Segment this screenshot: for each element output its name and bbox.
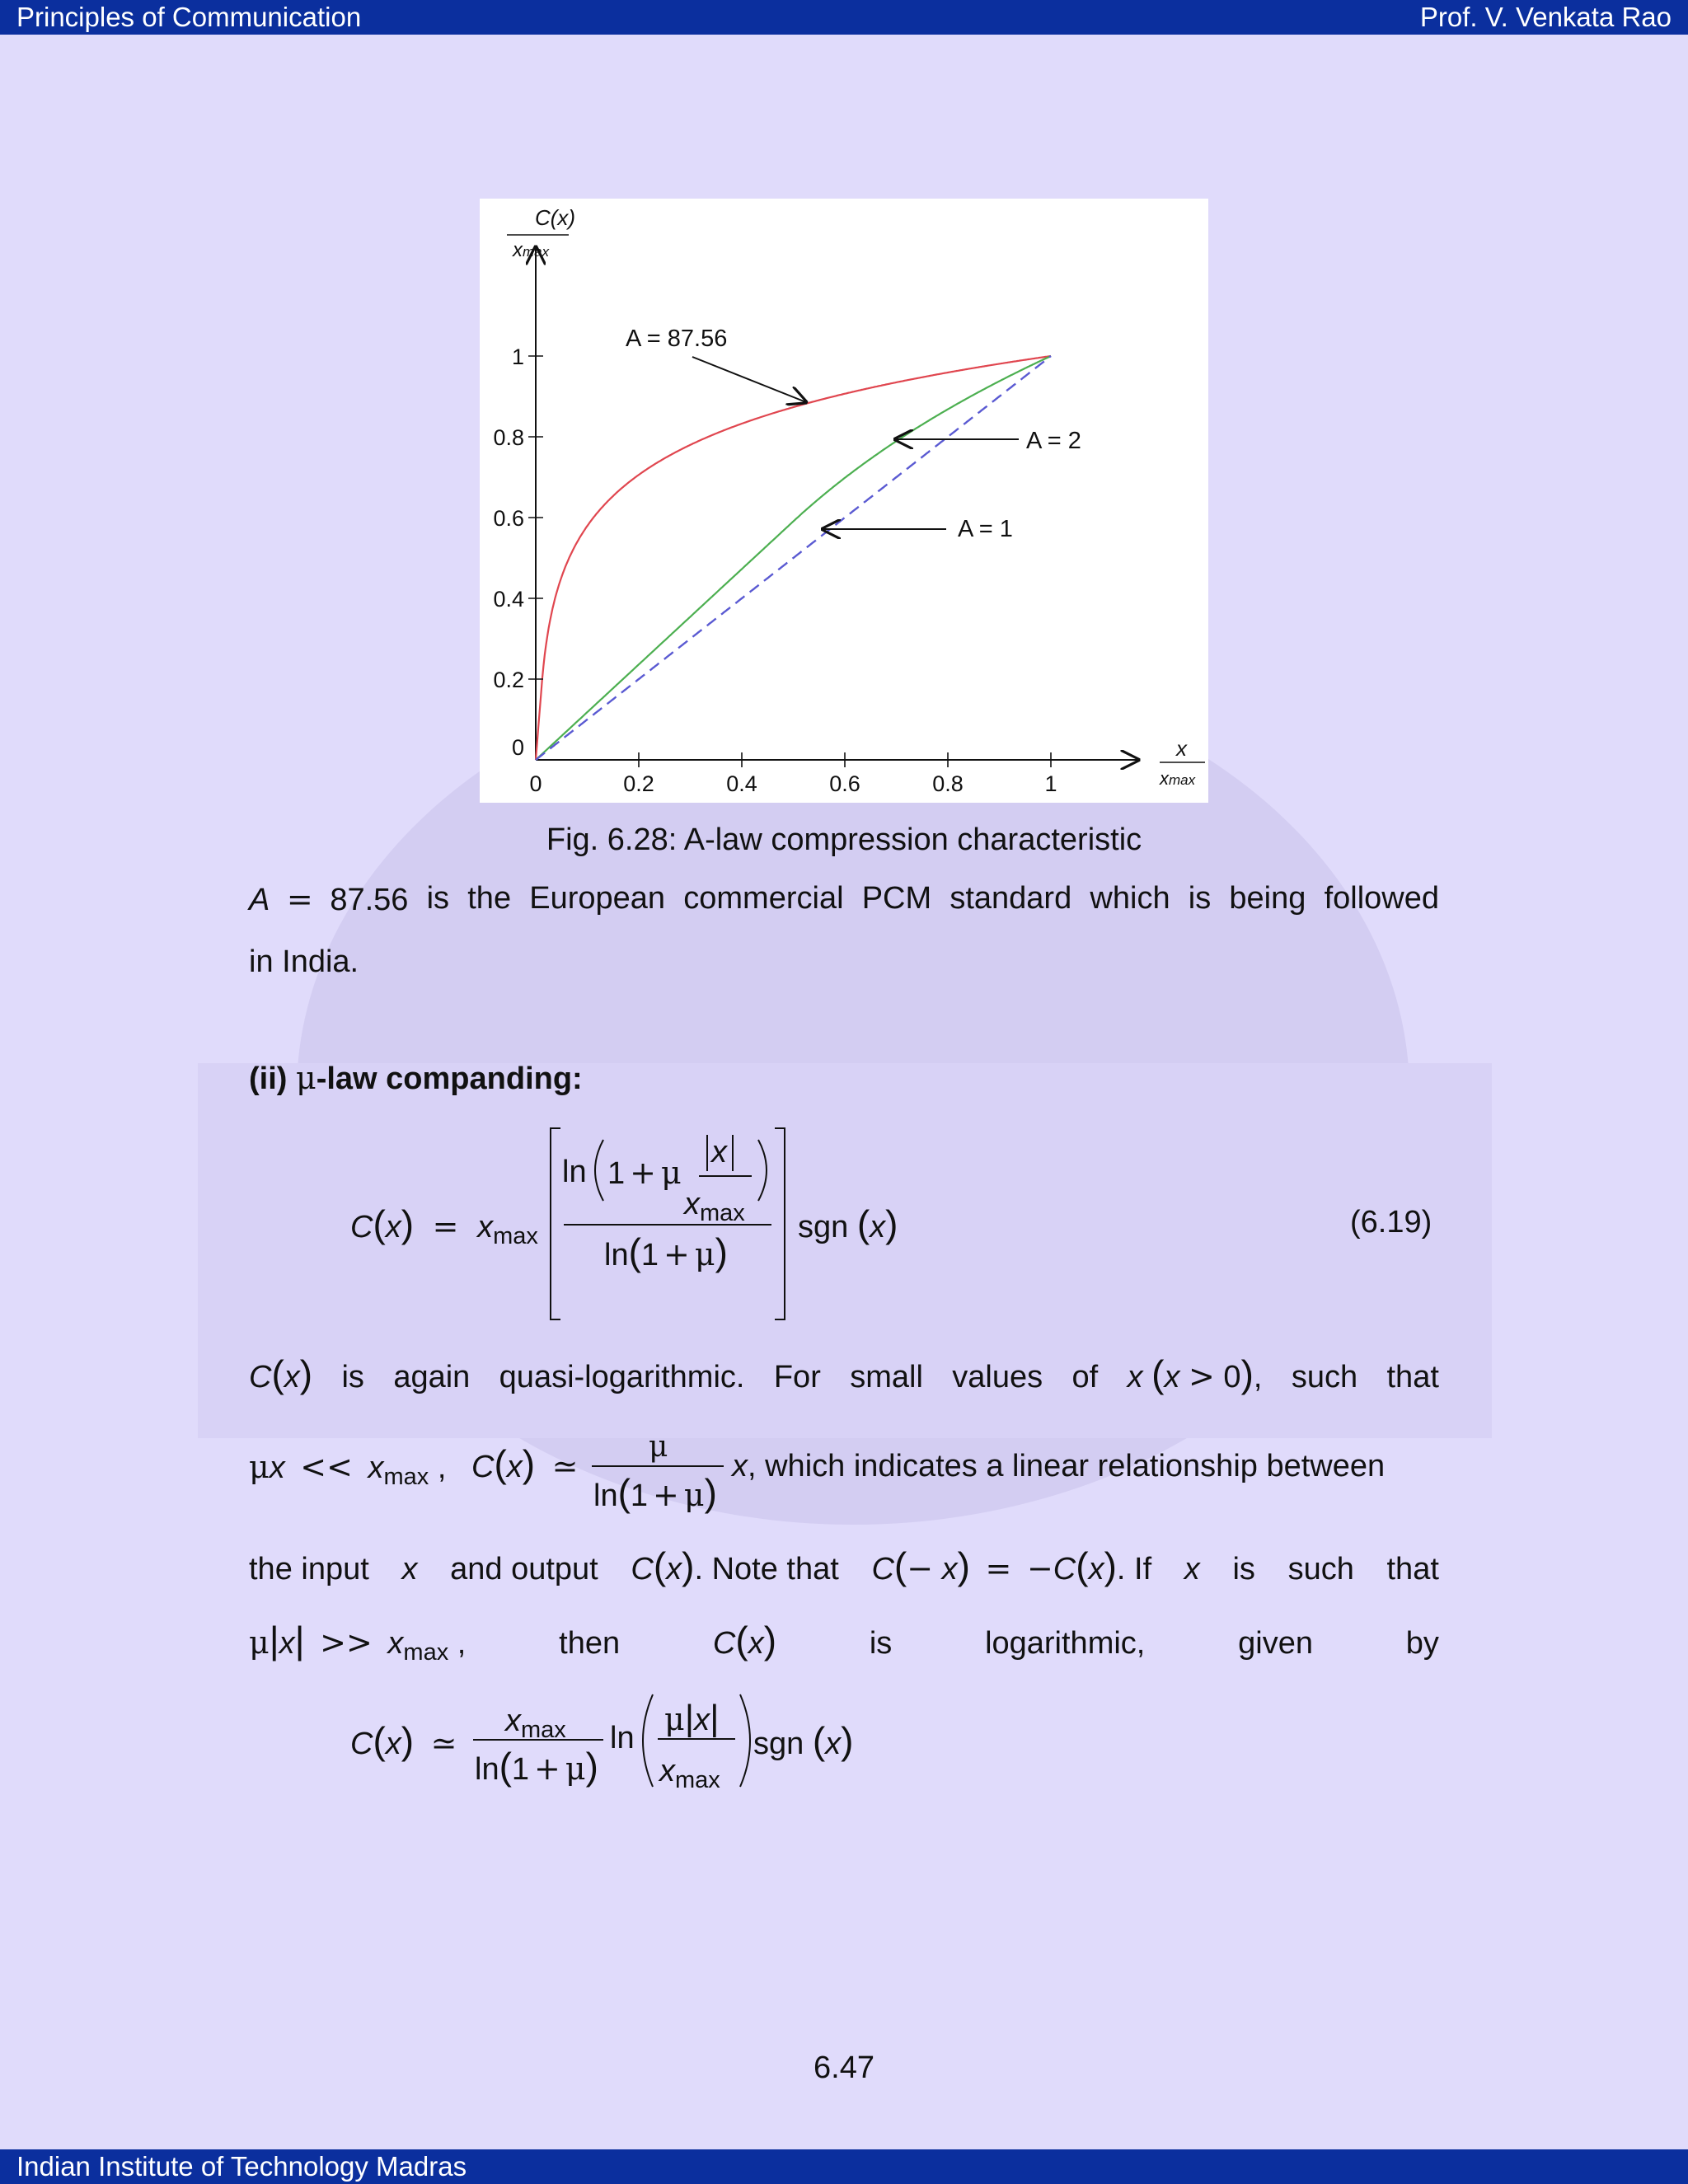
course-title: Principles of Communication: [16, 2, 362, 32]
p2-frac-num: μ: [649, 1430, 668, 1464]
footer-bar: [0, 2149, 1688, 2184]
p1-word: commercial: [683, 881, 844, 916]
p1-word: is: [426, 881, 450, 916]
paragraph-2-line-1: C(x) is again quasi-logarithmic. For small values of x (x > 0), such that: [249, 1352, 1439, 1395]
section-heading: (ii) μ-law companding:: [249, 1060, 583, 1096]
eq-one-plus-mu: 1 + μ: [607, 1155, 682, 1191]
p1-word: is: [1188, 881, 1212, 916]
x-tick-label: 1: [1044, 771, 1057, 796]
eq-ln: ln: [562, 1155, 587, 1189]
equation-number: (6.19): [1350, 1205, 1432, 1240]
paragraph-4-line: $\mu|x| >> x_{max}$ , then C(x) is logarithmic, given by: [249, 1619, 1439, 1666]
p1-word: European: [529, 881, 666, 916]
x-tick-label: 0.8: [932, 771, 964, 796]
x-axis-label-num: x: [1176, 736, 1187, 761]
chart-axes: [536, 247, 1138, 760]
series-line-a-1: [536, 356, 1051, 760]
x-axis-label-den: xmax: [1160, 768, 1196, 789]
p2-mu-condition: $\mu x << x_{max}$ ,: [249, 1449, 447, 1490]
author-name: Prof. V. Venkata Rao: [1419, 2, 1672, 32]
p1-word: which: [1090, 881, 1170, 916]
x-tick-label: 0.4: [726, 771, 757, 796]
y-axis-label-num: C(x): [535, 205, 576, 230]
eq-lhs: $C(x) = x_{max}$: [350, 1202, 538, 1249]
institute-name: Indian Institute of Technology Madras: [16, 2151, 467, 2182]
y-tick-label: 0.8: [493, 425, 524, 450]
annotation-a-87-arrow: [692, 357, 806, 402]
y-tick-label: 1: [511, 344, 524, 369]
annotation-a-1: A = 1: [958, 516, 1013, 542]
x-tick-label: 0.2: [623, 771, 654, 796]
p1-formula: A = 87.56: [249, 881, 409, 917]
paragraph-1-line-2: in India.: [249, 944, 359, 979]
page-number: 6.47: [814, 2050, 874, 2085]
chart-curves: [536, 356, 1051, 760]
p2-cx-approx: C(x) ≃: [471, 1442, 579, 1485]
annotation-a-2: A = 2: [1026, 428, 1081, 454]
p1-word: followed: [1324, 881, 1439, 916]
header-bar: [0, 0, 1688, 35]
p1-word: the: [467, 881, 512, 916]
eq-denominator: ln(1 + μ): [604, 1230, 728, 1273]
y-tick-label: 0.6: [493, 506, 524, 531]
chart-panel: [480, 199, 1208, 803]
y-axis-label-den: xmax: [513, 239, 550, 261]
eq-xmax: $x_{max}$: [684, 1187, 745, 1226]
p1-word: standard: [950, 881, 1072, 916]
paragraph-3-line: the input x and output C(x). Note that C(− x) = −C(x). If x is such that: [249, 1544, 1439, 1587]
eq-abs-x: x: [711, 1135, 727, 1169]
annotation-a-87: A = 87.56: [626, 326, 728, 352]
a-law-chart: [480, 199, 1208, 803]
x-tick-label: 0: [529, 771, 542, 796]
p2-line2-tail: x, which indicates a linear relationship between: [732, 1449, 1386, 1483]
y-tick-label: 0.4: [493, 587, 524, 612]
x-tick-label: 0.6: [829, 771, 860, 796]
y-tick-label: 0: [511, 735, 524, 760]
p2-frac-line: [592, 1465, 724, 1467]
p1-word: PCM: [861, 881, 932, 916]
eq-sgn: sgn (x): [798, 1202, 898, 1245]
figure-caption: Fig. 6.28: A-law compression characteristic: [546, 823, 1142, 857]
p1-word: being: [1229, 881, 1306, 916]
p2-frac-den: ln(1 + μ): [593, 1471, 717, 1514]
y-tick-label: 0.2: [493, 668, 524, 692]
paragraph-1-line-1: [249, 881, 1439, 918]
